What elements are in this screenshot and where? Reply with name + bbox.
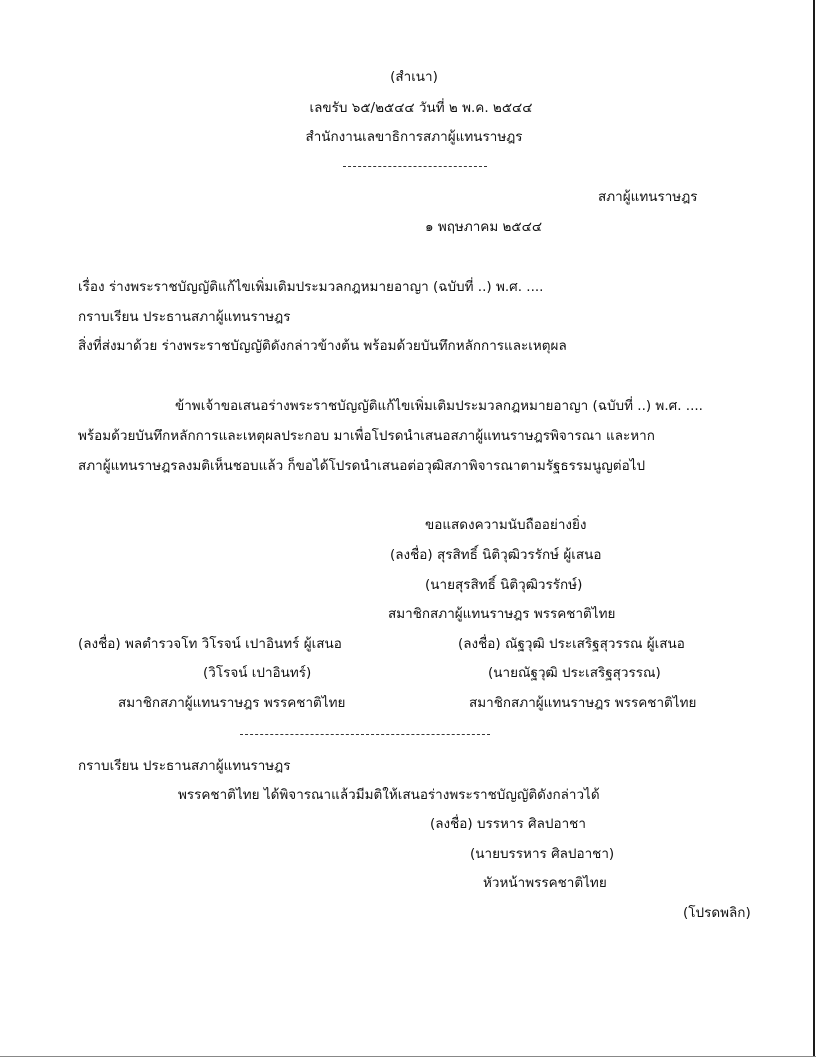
signer1-name: (นายสุรสิทธิ์ นิติวุฒิวรรักษ์) (425, 577, 583, 593)
endorsement-title: หัวหน้าพรรคชาติไทย (483, 875, 607, 891)
salutation: กราบเรียน ประธานสภาผู้แทนราษฎร (78, 309, 291, 325)
body-line-2: พร้อมด้วยบันทึกหลักการและเหตุผลประกอบ มาเพื่อโปรดนำเสนอสภาผู้แทนราษฎรพิจารณา และหาก (78, 428, 655, 444)
signer3-title: สมาชิกสภาผู้แทนราษฎร พรรคชาติไทย (469, 695, 697, 711)
signer2-name: (วิโรจน์ เปาอินทร์) (203, 665, 312, 681)
body-line-3: สภาผู้แทนราษฎรลงมติเห็นชอบแล้ว ก็ขอได้โปรดนำเสนอต่อวุฒิสภาพิจารณาตามรัฐธรรมนูญต่อไป (78, 458, 646, 474)
document-date: ๑ พฤษภาคม ๒๕๔๔ (425, 219, 543, 235)
endorsement-salutation: กราบเรียน ประธานสภาผู้แทนราษฎร (78, 758, 291, 774)
scan-edge-right (813, 0, 815, 1057)
body-line-1: ข้าพเจ้าขอเสนอร่างพระราชบัญญัติแก้ไขเพิ่มเติมประมวลกฎหมายอาญา (ฉบับที่ ..) พ.ศ. .... (175, 398, 703, 414)
signer3-name: (นายณัฐวุฒิ ประเสริฐสุวรรณ) (488, 665, 661, 681)
header-divider (343, 166, 487, 167)
signer2-signature: (ลงชื่อ) พลตำรวจโท วิโรจน์ เปาอินทร์ ผู้เสนอ (78, 636, 342, 652)
turn-page-note: (โปรดพลิก) (683, 905, 751, 921)
office-name: สำนักงานเลขาธิการสภาผู้แทนราษฎร (305, 129, 523, 145)
signer3-signature: (ลงชื่อ) ณัฐวุฒิ ประเสริฐสุวรรณ ผู้เสนอ (458, 636, 685, 652)
closing-divider (240, 734, 490, 735)
signer2-title: สมาชิกสภาผู้แทนราษฎร พรรคชาติไทย (118, 695, 346, 711)
endorsement-text: พรรคชาติไทย ได้พิจารณาแล้วมีมติให้เสนอร่างพระราชบัญญัติดังกล่าวได้ (178, 787, 600, 803)
receipt-line: เลขรับ ๖๕/๒๕๔๔ วันที่ ๒ พ.ค. ๒๕๔๔ (309, 100, 533, 116)
endorsement-name: (นายบรรหาร ศิลปอาชา) (470, 846, 615, 862)
closing-regards: ขอแสดงความนับถืออย่างยิ่ง (425, 517, 587, 533)
sender-org: สภาผู้แทนราษฎร (598, 189, 698, 205)
enclosure-line: สิ่งที่ส่งมาด้วย ร่างพระราชบัญญัติดังกล่าวข้างต้น พร้อมด้วยบันทึกหลักการและเหตุผล (78, 338, 567, 354)
signer1-title: สมาชิกสภาผู้แทนราษฎร พรรคชาติไทย (388, 606, 616, 622)
copy-mark: (สำเนา) (390, 69, 438, 85)
subject-line: เรื่อง ร่างพระราชบัญญัติแก้ไขเพิ่มเติมประมวลกฎหมายอาญา (ฉบับที่ ..) พ.ศ. .... (78, 279, 544, 295)
endorsement-signature: (ลงชื่อ) บรรหาร ศิลปอาชา (430, 816, 586, 832)
signer1-signature: (ลงชื่อ) สุรสิทธิ์ นิติวุฒิวรรักษ์ ผู้เสนอ (390, 547, 602, 563)
